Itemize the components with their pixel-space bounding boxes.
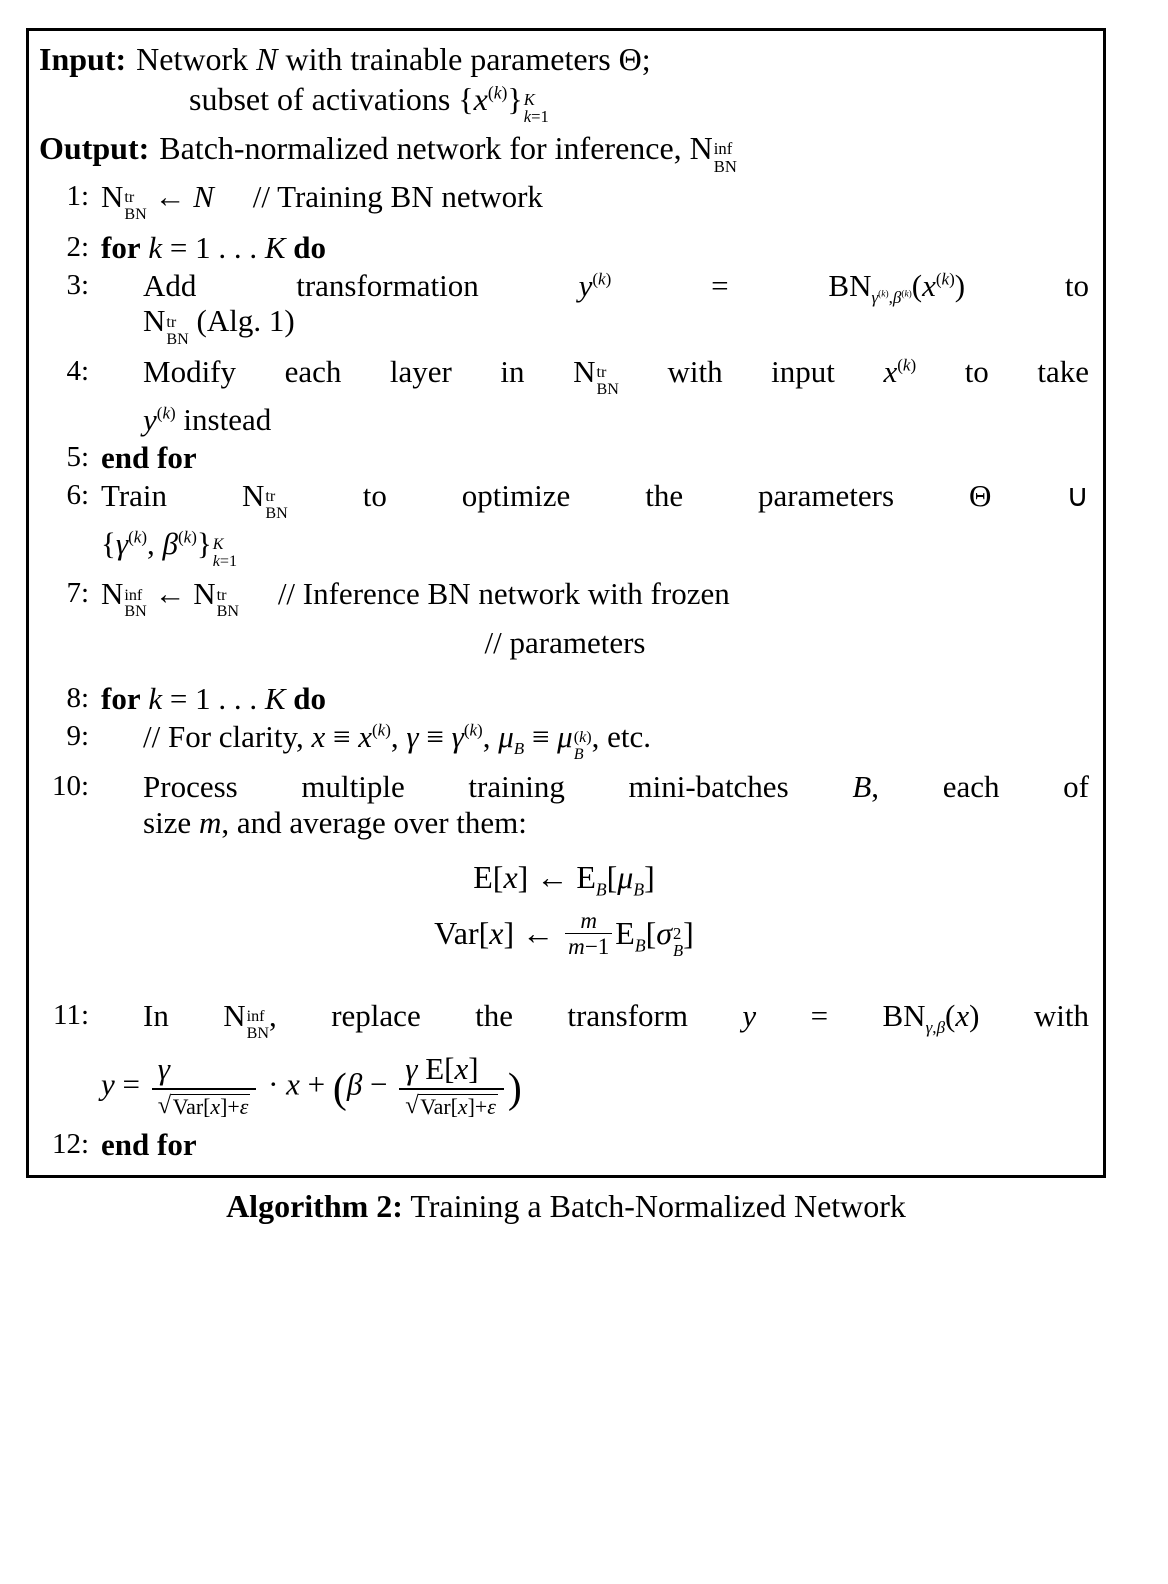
- algorithm-step: [39, 1127, 1089, 1163]
- step-number: 2:: [66, 230, 89, 263]
- algorithm-step: [39, 268, 1089, 352]
- caption-text: Training a Batch-Normalized Network: [410, 1188, 906, 1225]
- algorithm-step: [39, 681, 1089, 717]
- step-text: In N inf BN , replace the transform $y = BN_{\gamma,\beta}(x)$ with y = γ √ Var[x]+ε · x + (β − γ E[x] √ Var[x]+ε ): [101, 998, 1089, 1123]
- step-text: N inf BN ← N tr BN // Inference BN network with frozen // parameters: [101, 576, 730, 660]
- step-number: 3:: [66, 268, 89, 301]
- algorithm-caption: [26, 1188, 1106, 1225]
- step-text: Modify each layer in N tr BN with input $x^{(k)}$ to take $y^{(k)}$ instead: [143, 353, 1090, 437]
- algorithm-output-line: [39, 130, 1089, 179]
- output-text: Batch-normalized network for inference, N inf BN: [159, 130, 737, 176]
- algorithm-body: [26, 28, 1106, 1178]
- equation-variance: Var[x] ← $\frac{m}{m-1}$ $E_B[\sigma$ 2 B ]: [434, 906, 694, 961]
- input-text-2: subset of activations $\{x^{(k)}\}$ K k=1: [189, 80, 549, 127]
- step-text: N tr BN ← N // Training BN network: [101, 179, 543, 224]
- step-text: for k = 1 . . . K do: [101, 680, 327, 716]
- step-number: 7:: [66, 577, 89, 610]
- equation-final-transform: y = γ √ Var[x]+ε · x + (β − γ E[x] √ Var[x]+ε ): [101, 1046, 1089, 1123]
- step-number: 8:: [66, 681, 89, 714]
- algorithm-step: [39, 440, 1089, 476]
- step-text: end for: [101, 439, 197, 475]
- input-text-1: Network N with trainable parameters Θ;: [136, 41, 651, 77]
- step-number: 9:: [66, 719, 89, 752]
- algorithm-step: [39, 576, 1089, 660]
- algorithm-step: [39, 998, 1089, 1123]
- algorithm-block: [26, 28, 1136, 1225]
- step-text: Add transformation $y^{(k)} = BN_{\gamma^{(k)},\beta^{(k)}}(x^{(k)})$ to N tr BN (Alg. 1): [143, 267, 1090, 348]
- step-number: 11:: [53, 998, 89, 1031]
- step-text: Train N tr BN to optimize the parameters Θ ∪ {$\gamma^{(k)}$, $\beta^{(k)}$} K k=1: [101, 477, 1089, 571]
- step-number: 10:: [51, 769, 89, 802]
- step-text: Process multiple training mini-batches B, each of size m, and average over them:: [143, 768, 1089, 840]
- algorithm-step: [39, 478, 1089, 575]
- algorithm-step: [39, 719, 1089, 767]
- step-text: // For clarity, $x \equiv x^{(k)}$, $\gamma \equiv \gamma^{(k)}$, $\mu_B \equiv \mu$ (k) B , etc.: [143, 718, 652, 763]
- step-number: 6:: [66, 478, 89, 511]
- output-label: Output:: [39, 130, 150, 167]
- step-number: 12:: [51, 1128, 89, 1161]
- algorithm-step: [39, 230, 1089, 266]
- equation-expectation: E[x] ← $E_B[\mu_B]$: [473, 858, 655, 900]
- algorithm-input-line: [39, 41, 1089, 79]
- step-text: end for: [101, 1127, 197, 1163]
- step-text: for k = 1 . . . K do: [101, 229, 327, 265]
- step-number: 1:: [66, 180, 89, 213]
- step-number: 4:: [66, 354, 89, 387]
- algorithm-step: [39, 769, 1089, 841]
- input-label: Input:: [39, 41, 127, 77]
- caption-label: Algorithm 2:: [226, 1188, 403, 1225]
- algorithm-step: [39, 179, 1089, 227]
- algorithm-step: [39, 354, 1089, 438]
- step-number: 5:: [66, 440, 89, 473]
